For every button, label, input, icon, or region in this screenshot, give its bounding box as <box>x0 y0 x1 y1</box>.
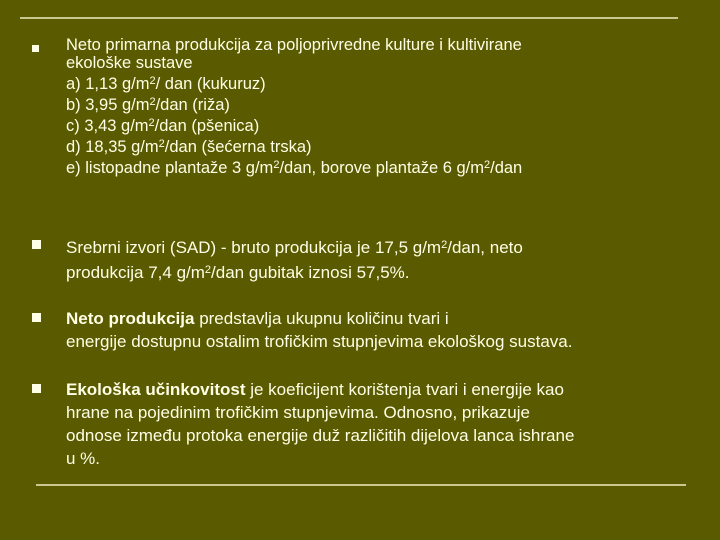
superscript: 2 <box>441 239 448 251</box>
text-part: d) 18,35 g/m <box>66 138 159 156</box>
text-part: predstavlja ukupnu količinu tvari i <box>194 309 449 328</box>
bullet-item-silver-springs <box>32 234 692 284</box>
square-bullet-icon <box>32 313 41 322</box>
value-line-d <box>66 135 692 156</box>
superscript: 2 <box>273 159 280 171</box>
item-text <box>66 378 692 470</box>
text-line: Neto primarna produkcija za poljoprivredne kulture i kultivirane <box>66 36 522 54</box>
superscript: 2 <box>149 96 156 108</box>
value-line-e <box>66 156 692 177</box>
text-line: hrane na pojedinim trofičkim stupnjevima. Odnosno, prikazuje <box>66 403 530 422</box>
text-line: u %. <box>66 449 101 468</box>
text-part: Srebrni izvori (SAD) - bruto produkcija je 17,5 g/m <box>66 238 442 257</box>
superscript: 2 <box>484 159 491 171</box>
text-part: /dan (šećerna trska) <box>164 138 312 156</box>
text-part: /dan gubitak iznosi 57,5%. <box>211 263 410 282</box>
text-part: produkcija 7,4 g/m <box>66 263 205 282</box>
bullet-item-net-production <box>32 307 692 353</box>
superscript: 2 <box>149 75 156 87</box>
text-part: /dan (pšenica) <box>154 117 260 135</box>
text-part: e) listopadne plantaže 3 g/m <box>66 159 274 177</box>
value-line-a <box>66 72 692 93</box>
text-part: /dan, borove plantaže 6 g/m <box>279 159 484 177</box>
text-part: /dan, neto <box>447 238 523 257</box>
item-text <box>66 36 692 177</box>
superscript: 2 <box>204 264 212 276</box>
text-line: ekološke sustave <box>66 54 193 72</box>
text-line <box>66 259 692 284</box>
term-bold: Ekološka učinkovitost <box>66 380 246 399</box>
bullet-item-ecological-efficiency <box>32 378 692 470</box>
value-line-b <box>66 93 692 114</box>
text-line <box>66 234 692 259</box>
term-bold: Neto produkcija <box>66 309 195 328</box>
text-line: odnose između protoka energije duž različitih dijelova lanca ishrane <box>66 426 575 445</box>
text-line <box>66 307 692 330</box>
text-line: energije dostupnu ostalim trofičkim stupnjevima ekološkog sustava. <box>66 332 573 351</box>
value-line-c <box>66 114 692 135</box>
bullet-item-net-primary-production <box>32 36 692 177</box>
superscript: 2 <box>148 117 155 129</box>
item-text <box>66 307 692 353</box>
text-part: c) 3,43 g/m <box>66 117 149 135</box>
square-bullet-icon <box>32 384 41 393</box>
square-bullet-icon <box>32 45 39 52</box>
square-bullet-icon <box>32 240 41 249</box>
bottom-divider <box>36 484 686 486</box>
superscript: 2 <box>158 138 165 150</box>
text-line <box>66 378 692 401</box>
text-part: /dan (riža) <box>155 96 230 114</box>
text-part: /dan <box>490 159 523 177</box>
item-text <box>66 234 692 284</box>
text-part: je koeficijent korištenja tvari i energije kao <box>245 380 564 399</box>
top-divider <box>20 17 678 19</box>
text-part: a) 1,13 g/m <box>66 75 150 93</box>
text-part: / dan (kukuruz) <box>155 75 266 93</box>
text-part: b) 3,95 g/m <box>66 96 150 114</box>
